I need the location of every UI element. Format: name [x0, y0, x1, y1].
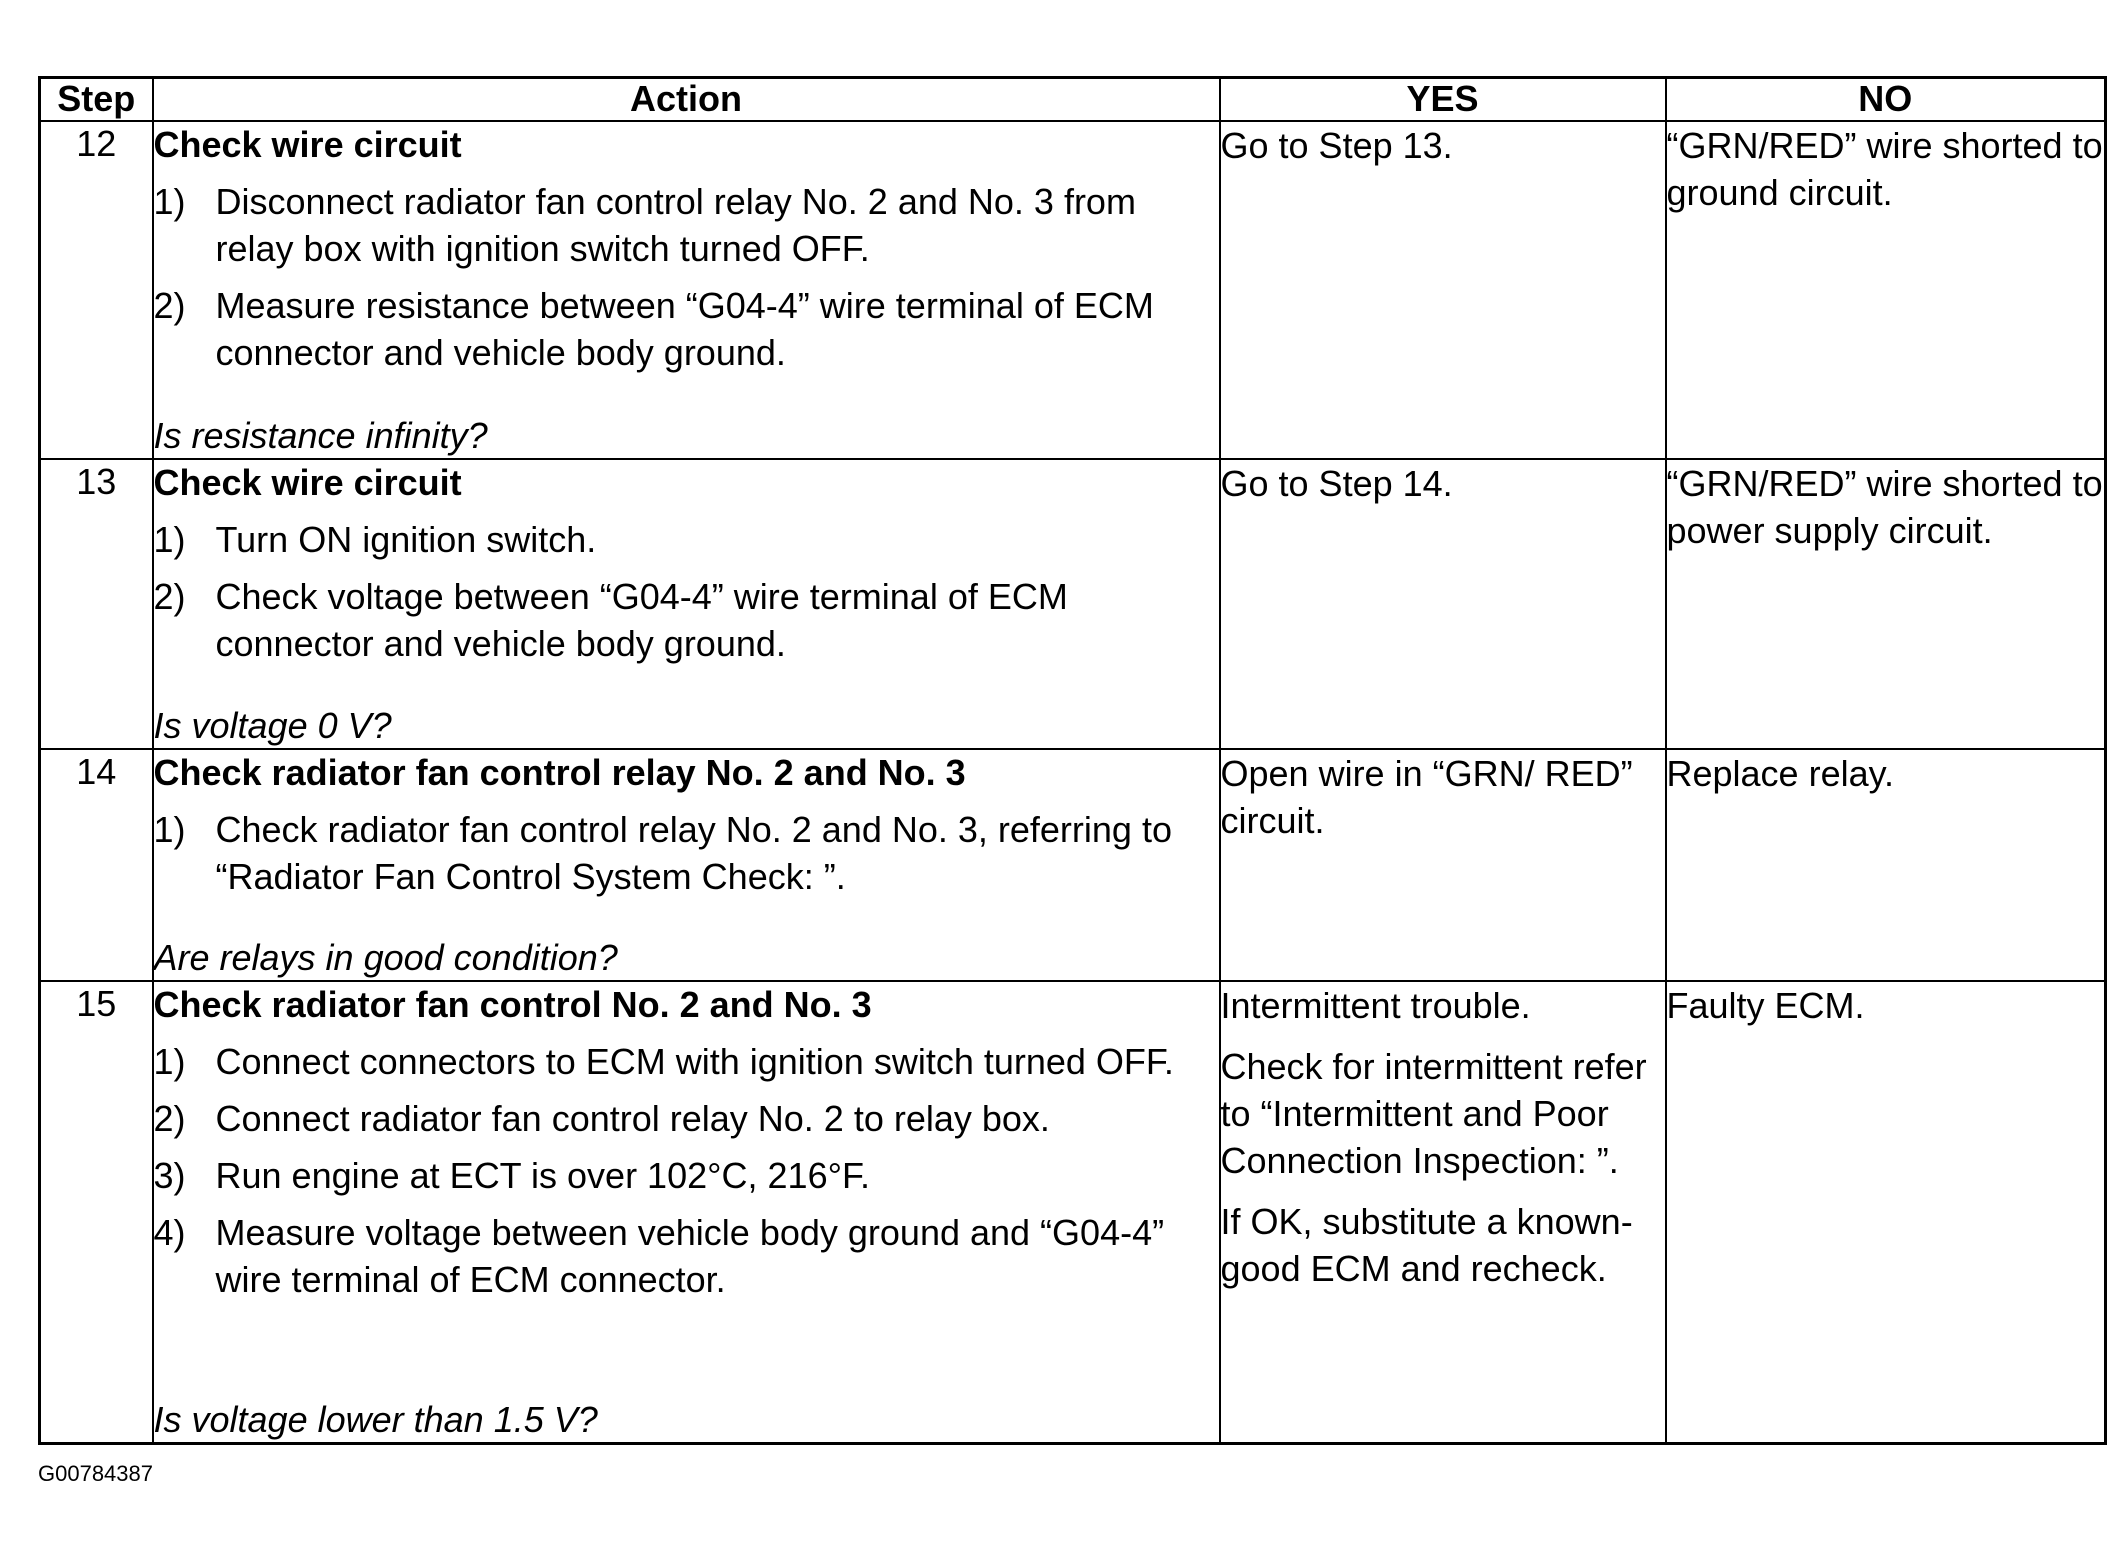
header-yes: YES: [1220, 78, 1666, 121]
yes-cell: [1220, 121, 1666, 459]
no-cell: [1666, 459, 2106, 749]
substep: [154, 1152, 1219, 1199]
header-step: Step: [40, 78, 153, 121]
substep-text: Turn ON ignition switch.: [215, 518, 597, 560]
substep-text: Measure resistance between “G04-4” wire terminal of ECM connector and vehicle body ground.: [215, 284, 1154, 373]
action-title: Check wire circuit: [153, 123, 462, 165]
substep-number: 2): [153, 1097, 186, 1139]
substep-number: 1): [153, 180, 186, 222]
action-question: Are relays in good condition?: [153, 936, 618, 978]
substep-text: Check voltage between “G04-4” wire terminal of ECM connector and vehicle body ground.: [215, 575, 1068, 664]
step-number: 12: [40, 121, 153, 459]
action-title: Check radiator fan control relay No. 2 and No. 3: [153, 751, 966, 793]
substep-text: Connect connectors to ECM with ignition switch turned OFF.: [215, 1040, 1174, 1082]
no-cell: [1666, 749, 2106, 981]
table-row: [40, 459, 2106, 749]
substep-number: 2): [153, 284, 186, 326]
yes-text: Go to Step 14.: [1220, 462, 1453, 504]
action-question: Is voltage lower than 1.5 V?: [153, 1399, 598, 1440]
action-question: Is resistance infinity?: [153, 414, 488, 456]
substep-text: Run engine at ECT is over 102°C, 216°F.: [215, 1154, 870, 1196]
no-text: “GRN/RED” wire shorted to power supply circuit.: [1666, 462, 2103, 551]
substep-text: Disconnect radiator fan control relay No. 2 and No. 3 from relay box with ignition switch turned OFF.: [215, 180, 1136, 269]
yes-text: Go to Step 13.: [1220, 124, 1453, 166]
substep-number: 1): [153, 808, 186, 850]
table-row: [40, 981, 2106, 1444]
action-question: Is voltage 0 V?: [153, 704, 392, 746]
yes-cell: [1220, 749, 1666, 981]
no-text: Faulty ECM.: [1666, 984, 1865, 1026]
figure-id: G00784387: [38, 1461, 153, 1486]
table-row: [40, 121, 2106, 459]
action-title: Check wire circuit: [153, 461, 462, 503]
step-number: 15: [40, 981, 153, 1444]
no-text: Replace relay.: [1666, 752, 1894, 794]
substep: [154, 282, 1219, 376]
yes-text: Check for intermittent refer to “Intermittent and Poor Connection Inspection: ”.: [1220, 1045, 1647, 1181]
substep: [154, 178, 1219, 272]
substep-text: Measure voltage between vehicle body ground and “G04-4” wire terminal of ECM connector.: [215, 1211, 1165, 1300]
action-cell: [153, 981, 1220, 1444]
yes-cell: [1220, 981, 1666, 1444]
yes-text: Intermittent trouble.: [1220, 984, 1531, 1026]
yes-text: Open wire in “GRN/ RED” circuit.: [1220, 752, 1633, 841]
substep: [154, 1209, 1219, 1303]
substep-number: 4): [153, 1211, 186, 1253]
no-text: “GRN/RED” wire shorted to ground circuit.: [1666, 124, 2103, 213]
action-cell: [153, 459, 1220, 749]
substep-number: 3): [153, 1154, 186, 1196]
step-number: 13: [40, 459, 153, 749]
substep-number: 1): [153, 518, 186, 560]
substep-text: Check radiator fan control relay No. 2 and No. 3, referring to “Radiator Fan Control System Check: ”.: [215, 808, 1172, 897]
substep: [154, 573, 1219, 667]
substep-number: 1): [153, 1040, 186, 1082]
yes-text: If OK, substitute a known-good ECM and recheck.: [1220, 1200, 1633, 1289]
header-row: [40, 78, 2106, 121]
substep-text: Connect radiator fan control relay No. 2 to relay box.: [215, 1097, 1050, 1139]
header-no: NO: [1666, 78, 2106, 121]
action-cell: [153, 749, 1220, 981]
header-action: Action: [153, 78, 1220, 121]
substep-number: 2): [153, 575, 186, 617]
table-row: [40, 749, 2106, 981]
step-number: 14: [40, 749, 153, 981]
substep: [154, 1038, 1219, 1085]
no-cell: [1666, 121, 2106, 459]
substep: [154, 1095, 1219, 1142]
substep: [154, 516, 1219, 563]
action-cell: [153, 121, 1220, 459]
no-cell: [1666, 981, 2106, 1444]
diagnostic-table: [38, 76, 2107, 1445]
action-title: Check radiator fan control No. 2 and No. 3: [153, 983, 872, 1025]
substep: [154, 806, 1219, 900]
yes-cell: [1220, 459, 1666, 749]
